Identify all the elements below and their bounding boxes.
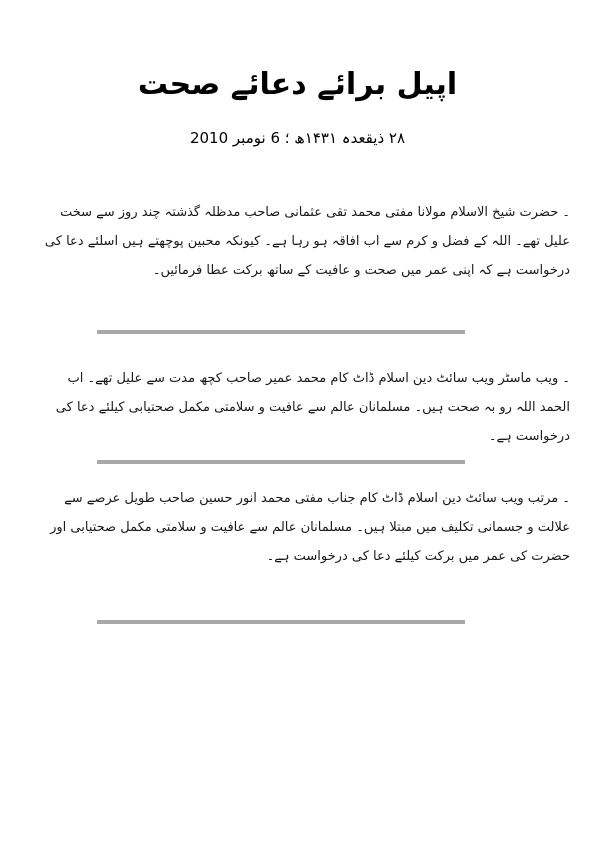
section-divider-1	[97, 330, 465, 334]
date-line: ۲۸ ذیقعدہ ۱۴۳۱ھ ؛ 6 نومبر 2010	[189, 129, 406, 147]
appeal-paragraph-1: ۔ حضرت شیخ الاسلام مولانا مفتی محمد تقی عثمانی صاحب مدظلہ گذشتہ چند روز سے سخت علیل تھے۔ اللہ کے فضل و کرم سے اب افاقہ ہو رہا ہے۔ کیونکہ محبین پوچھتے ہیں اسلئے دعا کی درخواست ہے کہ اپنی عمر میں صحت و عافیت کے ساتھ برکت عطا فرمائیں۔	[44, 205, 570, 278]
appeal-paragraph-2: ۔ ویب ماسٹر ویب سائٹ دین اسلام ڈاٹ کام محمد عمیر صاحب کچھ مدت سے علیل تھے۔ اب الحمد اللہ رو بہ صحت ہیں۔ مسلمانان عالم سے عافیت و سلامتی مکمل صحتیابی کیلئے دعا کی درخواست ہے۔	[55, 371, 570, 444]
section-divider-2	[97, 460, 465, 464]
appeal-paragraph-3: ۔ مرتب ویب سائٹ دین اسلام ڈاٹ کام جناب مفتی محمد انور حسین صاحب طویل عرصے سے علالت و جسمانی تکلیف میں مبتلا ہیں۔ مسلمانان عالم سے عافیت و سلامتی مکمل صحتیابی اور حضرت کی عمر میں برکت کیلئے دعا کی درخواست ہے۔	[50, 491, 570, 564]
page-title: اپیل برائے دعائے صحت	[137, 67, 458, 102]
section-divider-3	[97, 620, 465, 624]
